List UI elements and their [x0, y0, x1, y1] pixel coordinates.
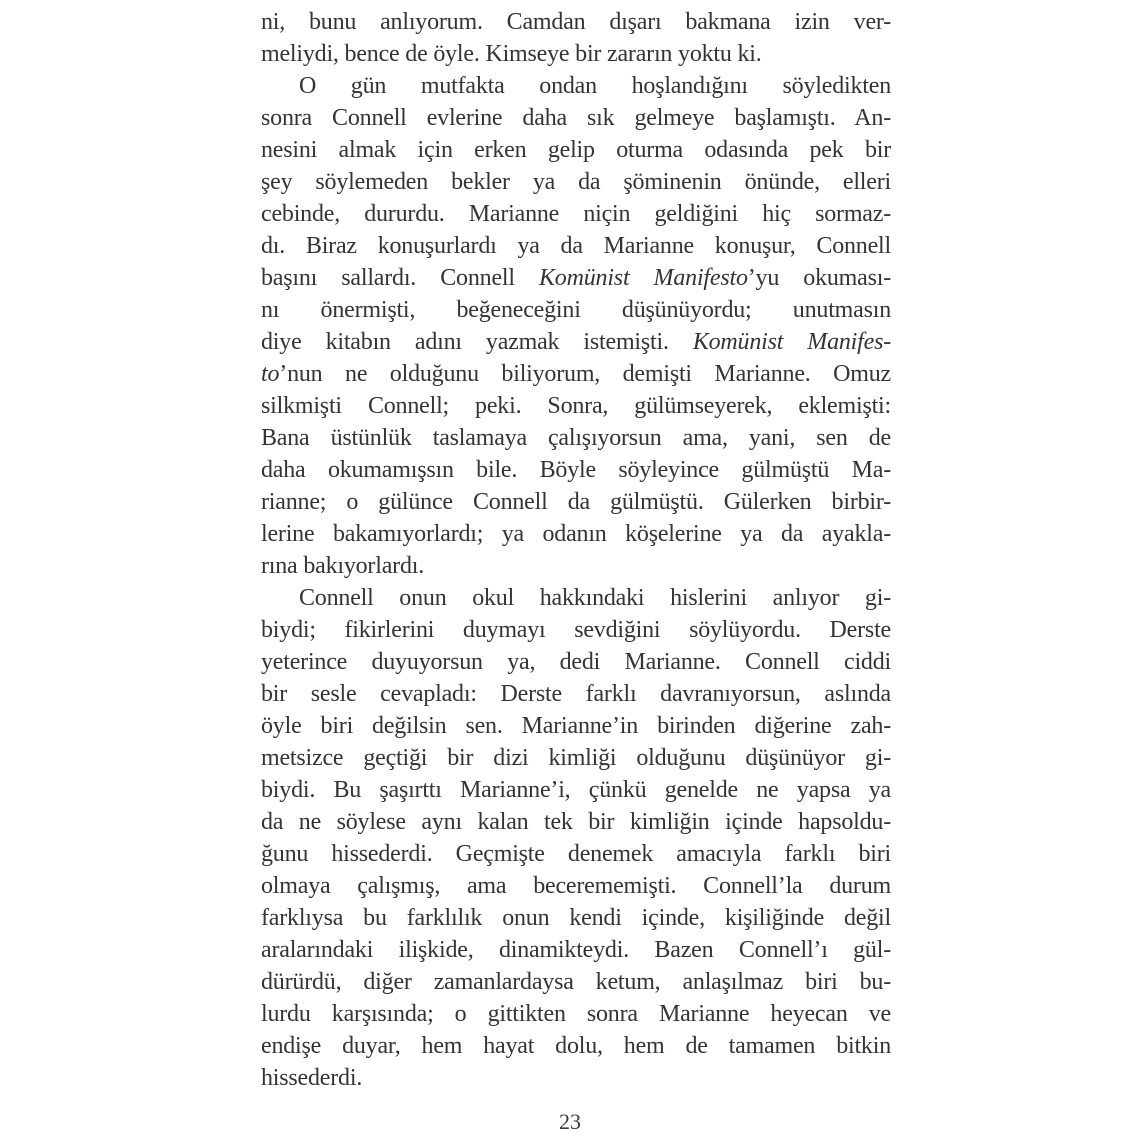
text-line: diye kitabın adını yazmak istemişti. Komünist Manifes-: [261, 329, 891, 355]
text-line: O gün mutfakta ondan hoşlandığını söyledikten: [299, 73, 891, 99]
paragraph: [261, 582, 891, 1094]
text-line: Connell onun okul hakkındaki hislerini anlıyor gi-: [299, 585, 891, 611]
text-line: öyle biri değilsin sen. Marianne’in birinden diğerine zah-: [261, 713, 891, 739]
paragraph: [261, 6, 891, 70]
text-line: lerine bakamıyorlardı; ya odanın köşelerine ya da ayakla-: [261, 521, 891, 547]
text-line: daha okumamışsın bile. Böyle söyleyince gülmüştü Ma-: [261, 457, 891, 483]
paragraph: [261, 70, 891, 582]
text-line: to’nun ne olduğunu biliyorum, demişti Marianne. Omuz: [261, 361, 891, 387]
text-line: silkmişti Connell; peki. Sonra, gülümseyerek, eklemişti:: [261, 393, 891, 419]
text-line: hissederdi.: [261, 1065, 363, 1091]
text-line: biydi; fikirlerini duymayı sevdiğini söylüyordu. Derste: [261, 617, 891, 643]
text-line: meliydi, bence de öyle. Kimseye bir zararın yoktu ki.: [261, 41, 762, 67]
text-line: farklıysa bu farklılık onun kendi içinde, kişiliğinde değil: [261, 905, 891, 931]
text-line: dı. Biraz konuşurlardı ya da Marianne konuşur, Connell: [261, 233, 891, 259]
text-line: metsizce geçtiği bir dizi kimliği olduğunu düşünüyor gi-: [261, 745, 891, 771]
text-line: nesini almak için erken gelip oturma odasında pek bir: [261, 137, 891, 163]
text-line: da ne söylese aynı kalan tek bir kimliğin içinde hapsoldu-: [261, 809, 891, 835]
text-line: sonra Connell evlerine daha sık gelmeye başlamıştı. An-: [261, 105, 891, 131]
text-line: Bana üstünlük taslamaya çalışıyorsun ama, yani, sen de: [261, 425, 891, 451]
text-line: dürürdü, diğer zamanlardaysa ketum, anlaşılmaz biri bu-: [261, 969, 891, 995]
body-text: [261, 6, 891, 1094]
text-line: ğunu hissederdi. Geçmişte denemek amacıyla farklı biri: [261, 841, 891, 867]
text-line: ni, bunu anlıyorum. Camdan dışarı bakmana izin ver-: [261, 9, 891, 35]
text-line: biydi. Bu şaşırttı Marianne’i, çünkü genelde ne yapsa ya: [261, 777, 891, 803]
text-line: yeterince duyuyorsun ya, dedi Marianne. Connell ciddi: [261, 649, 891, 675]
text-line: rianne; o gülünce Connell da gülmüştü. Gülerken birbir-: [261, 489, 891, 515]
text-line: bir sesle cevapladı: Derste farklı davranıyorsun, aslında: [261, 681, 891, 707]
text-line: şey söylemeden bekler ya da şöminenin önünde, elleri: [261, 169, 891, 195]
page-number: 23: [559, 1109, 581, 1134]
text-line: endişe duyar, hem hayat dolu, hem de tamamen bitkin: [261, 1033, 891, 1059]
text-line: lurdu karşısında; o gittikten sonra Marianne heyecan ve: [261, 1001, 891, 1027]
text-line: aralarındaki ilişkide, dinamikteydi. Bazen Connell’ı gül-: [261, 937, 891, 963]
text-line: rına bakıyorlardı.: [261, 553, 425, 579]
text-line: olmaya çalışmış, ama becerememişti. Connell’la durum: [261, 873, 891, 899]
text-line: başını sallardı. Connell Komünist Manifesto’yu okuması-: [261, 265, 892, 291]
text-line: nı önermişti, beğeneceğini düşünüyordu; unutmasın: [261, 297, 891, 323]
text-line: cebinde, dururdu. Marianne niçin geldiğini hiç sormaz-: [261, 201, 891, 227]
